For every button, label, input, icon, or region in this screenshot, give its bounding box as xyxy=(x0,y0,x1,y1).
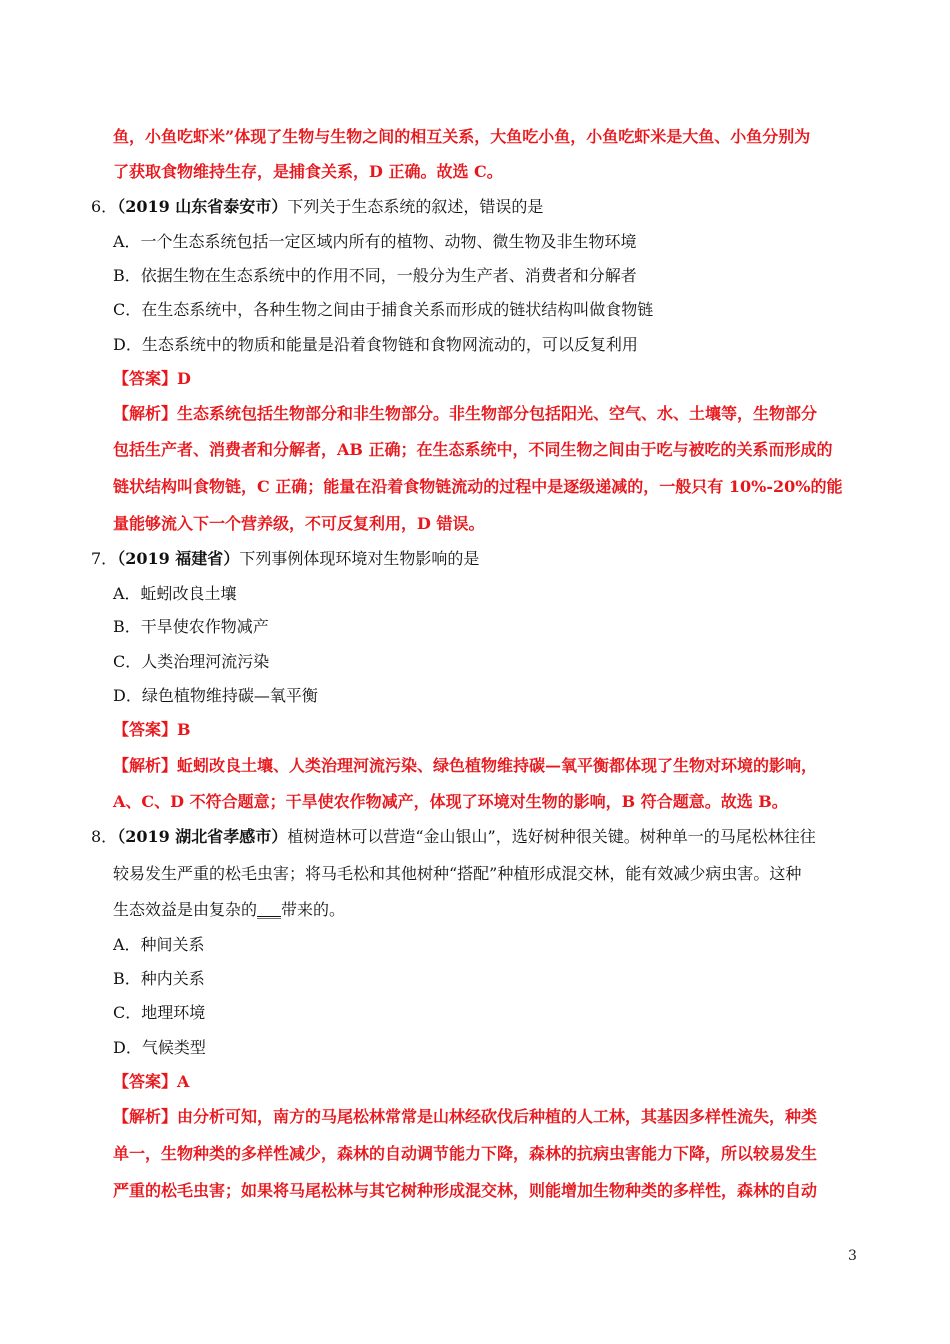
answer-label: 【答案】 xyxy=(113,720,178,739)
option-c: C．人类治理河流污染 xyxy=(113,652,270,671)
analysis-text: 生态系统包括生物部分和非生物部分。非生物部分包括阳光、空气、水、土壤等，生物部分 xyxy=(177,404,818,423)
question-text: 带来的。 xyxy=(281,900,346,919)
option-d: D．绿色植物维持碳—氧平衡 xyxy=(113,686,318,705)
answer-value: B xyxy=(177,720,191,739)
option-c: C．在生态系统中，各种生物之间由于捕食关系而形成的链状结构叫做食物链 xyxy=(113,300,654,319)
analysis-line xyxy=(113,1107,817,1127)
question-text: 植树造林可以营造“金山银山”，选好树种很关键。树种单一的马尾松林往往 xyxy=(287,827,816,846)
continuation-line: 鱼，小鱼吃虾米”体现了生物与生物之间的相互关系，大鱼吃小鱼，小鱼吃虾米是大鱼、小鱼分别为 xyxy=(113,127,811,146)
analysis-line xyxy=(113,756,817,776)
option-c: C．地理环境 xyxy=(113,1003,206,1022)
analysis-line: 单一，生物种类的多样性减少，森林的自动调节能力下降，森林的抗病虫害能力下降，所以较易发生 xyxy=(113,1144,818,1163)
answer-value: A xyxy=(177,1072,190,1091)
fill-in-blank: ___ xyxy=(257,900,282,919)
analysis-line xyxy=(113,404,817,424)
question-text: 生态效益是由复杂的 xyxy=(113,900,258,919)
question-source-close: ） xyxy=(223,549,240,568)
analysis-line: 链状结构叫食物链，C 正确；能量在沿着食物链流动的过程中是逐级递减的，一般只有 10%-20%的能 xyxy=(113,477,843,496)
question-text-line xyxy=(113,900,345,920)
question-8-stem xyxy=(91,827,816,847)
analysis-line: 严重的松毛虫害；如果将马尾松林与其它树种形成混交林，则能增加生物种类的多样性，森林的自动 xyxy=(113,1181,818,1200)
question-source-close: ） xyxy=(271,197,288,216)
page-number: 3 xyxy=(848,1248,857,1264)
analysis-line: 包括生产者、消费者和分解者，AB 正确；在生态系统中，不同生物之间由于吃与被吃的关系而形成的 xyxy=(113,440,833,459)
analysis-label: 【解析】 xyxy=(113,1107,178,1126)
question-6-stem xyxy=(91,197,543,217)
question-source: 2019 山东省泰安市 xyxy=(125,197,272,216)
question-7-stem xyxy=(91,549,479,569)
question-source-open: （ xyxy=(117,197,126,216)
question-source: 2019 福建省 xyxy=(125,549,224,568)
option-d: D．气候类型 xyxy=(113,1038,206,1057)
option-a: A．一个生态系统包括一定区域内所有的植物、动物、微生物及非生物环境 xyxy=(113,232,637,251)
answer-label: 【答案】 xyxy=(113,369,178,388)
question-number: 8． xyxy=(91,827,118,846)
question-source: 2019 湖北省孝感市 xyxy=(125,827,272,846)
option-b: B．依据生物在生态系统中的作用不同，一般分为生产者、消费者和分解者 xyxy=(113,266,637,285)
question-source-open: （ xyxy=(117,827,126,846)
answer-label: 【答案】 xyxy=(113,1072,178,1091)
analysis-text: 蚯蚓改良土壤、人类治理河流污染、绿色植物维持碳—氧平衡都体现了生物对环境的影响， xyxy=(177,756,818,775)
option-a: A．种间关系 xyxy=(113,935,205,954)
question-text: 下列事例体现环境对生物影响的是 xyxy=(239,549,480,568)
question-number: 6． xyxy=(91,197,118,216)
analysis-label: 【解析】 xyxy=(113,404,178,423)
answer-value: D xyxy=(177,369,191,388)
option-b: B．干旱使农作物减产 xyxy=(113,617,269,636)
analysis-text: 由分析可知，南方的马尾松林常常是山林经砍伐后种植的人工林，其基因多样性流失，种类 xyxy=(177,1107,818,1126)
answer-line xyxy=(113,369,191,389)
question-number: 7． xyxy=(91,549,118,568)
option-a: A．蚯蚓改良土壤 xyxy=(113,584,237,603)
analysis-line: A、C、D 不符合题意；干旱使农作物减产，体现了环境对生物的影响，B 符合题意。故选 B。 xyxy=(113,792,788,811)
option-d: D．生态系统中的物质和能量是沿着食物链和食物网流动的，可以反复利用 xyxy=(113,335,638,354)
question-source-open: （ xyxy=(117,549,126,568)
question-text: 下列关于生态系统的叙述，错误的是 xyxy=(287,197,544,216)
option-b: B．种内关系 xyxy=(113,969,205,988)
question-text-line: 较易发生严重的松毛虫害；将马毛松和其他树种“搭配”种植形成混交林，能有效减少病虫害。这种 xyxy=(113,864,802,883)
question-source-close: ） xyxy=(271,827,288,846)
continuation-line: 了获取食物维持生存，是捕食关系，D 正确。故选 C。 xyxy=(113,162,503,181)
analysis-label: 【解析】 xyxy=(113,756,178,775)
answer-line xyxy=(113,1072,189,1092)
answer-line xyxy=(113,720,191,740)
analysis-line: 量能够流入下一个营养级，不可反复利用，D 错误。 xyxy=(113,514,485,533)
